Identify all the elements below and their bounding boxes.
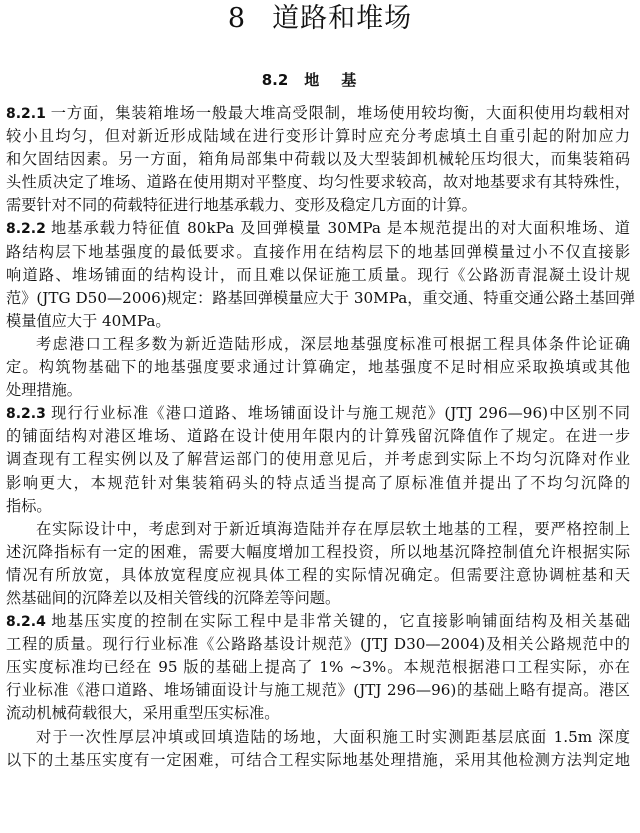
line-text: 的铺面结构对港区堆场、道路在设计使用年限内的计算残留沉降值作了规定。在进一步 (6, 427, 630, 446)
text-line (6, 587, 630, 610)
text-line (6, 656, 630, 679)
line-text: 以下的土基压实度有一定困难，可结合工程实际地基处理措施，采用其他检测方法判定地 (6, 750, 630, 769)
line-text: 响道路、堆场铺面的结构设计，而且难以保证施工质量。现行《公路沥青混凝土设计规 (6, 265, 630, 284)
body-text (6, 102, 636, 772)
line-text: 调查现有工程实例以及了解营运部门的使用意见后，并考虑到实际上不均匀沉降对作业 (6, 450, 630, 469)
line-text: 地基承载力特征值 80kPa 及回弹模量 30MPa 是本规范提出的对大面积堆场、道 (49, 219, 630, 238)
line-text: 情况有所放宽，具体放宽程度应视具体工程的实际情况确定。但需要注意协调桩基和天 (6, 565, 630, 584)
text-line (6, 356, 630, 379)
line-text: 较小且均匀，但对新近形成陆域在进行变形计算时应充分考虑填土自重引起的附加应力 (6, 127, 630, 146)
clause-number: 8.2.1 (6, 106, 46, 122)
line-text: 指标。 (6, 496, 52, 515)
text-line (6, 518, 630, 541)
text-line (6, 241, 630, 264)
line-text: 需要针对不同的荷载特征进行地基承载力、变形及稳定几方面的计算。 (6, 196, 477, 215)
line-text: 和欠固结因素。另一方面，箱角局部集中荷载以及大型装卸机械轮压均很大，而集装箱码 (6, 150, 630, 169)
text-line (6, 402, 630, 425)
section-title: 地基 (304, 71, 379, 89)
text-line (6, 495, 630, 518)
text-line (6, 610, 630, 633)
text-line (6, 448, 630, 471)
text-line (6, 726, 630, 749)
text-line (6, 287, 636, 310)
line-text: 处理措施。 (6, 381, 82, 400)
text-line (6, 102, 630, 125)
text-line (6, 541, 630, 564)
text-line (6, 333, 630, 356)
line-text: 定。构筑物基础下的地基强度要求通过计算确定，地基强度不足时相应采取换填或其他 (6, 358, 630, 377)
text-line (6, 425, 630, 448)
line-text: 在实际设计中，考虑到对于新近填海造陆并存在厚层软土地基的工程，要严格控制上 (36, 519, 630, 538)
chapter-heading (0, 2, 640, 36)
line-text: 模量值应大于 40MPa。 (6, 311, 171, 330)
line-text: 路结构层下地基强度的最低要求。直接作用在结构层下的地基回弹模量过小不仅直接影 (6, 242, 630, 261)
chapter-number: 8 (227, 3, 247, 34)
line-text: 述沉降指标有一定的困难，需要大幅度增加工程投资，所以地基沉降控制值允许根据实际 (6, 542, 630, 561)
clause-number: 8.2.2 (6, 221, 46, 238)
line-text: 一方面，集装箱堆场一般最大堆高受限制，堆场使用较均衡，大面积使用均载相对 (49, 104, 630, 122)
text-line (6, 633, 630, 656)
text-line (6, 264, 630, 287)
text-line (6, 148, 630, 171)
text-line (6, 217, 630, 240)
line-text: 然基础间的沉降差以及相关管线的沉降差等问题。 (6, 588, 341, 607)
text-line (6, 194, 630, 217)
line-text: 行业标准《港口道路、堆场铺面设计与施工规范》(JTJ 296—96)的基础上略有提高。港区 (6, 681, 630, 700)
clause-number: 8.2.4 (6, 614, 46, 631)
text-line (6, 310, 630, 333)
line-text: 考虑港口工程多数为新近造陆形成，深层地基强度标准可根据工程具体条件论证确 (36, 334, 630, 353)
text-line (6, 702, 630, 725)
text-line (6, 125, 630, 148)
line-text: 地基压实度的控制在实际工程中是非常关键的，它直接影响铺面结构及相关基础 (49, 612, 630, 631)
line-text: 头性质决定了堆场、道路在使用期对平整度、均匀性要求较高，故对地基要求有其特殊性， (6, 173, 630, 192)
text-line (6, 472, 630, 495)
text-line (6, 564, 630, 587)
line-text: 工程的质量。现行行业标准《公路路基设计规范》(JTJ D30—2004)及相关公路规范中的 (6, 635, 630, 654)
text-line (6, 679, 630, 702)
line-text: 对于一次性厚层冲填或回填造陆的场地，大面积施工时实测距基层底面 1.5m 深度 (36, 727, 630, 746)
clause-number: 8.2.3 (6, 406, 46, 423)
text-line (6, 171, 630, 194)
line-text: 影响更大，本规范针对集装箱码头的特点适当提高了原标准值并提出了不均匀沉降的 (6, 473, 630, 492)
section-number: 8.2 (261, 71, 289, 89)
text-line (6, 379, 630, 402)
line-text: 现行行业标准《港口道路、堆场铺面设计与施工规范》(JTJ 296—96)中区别不同 (49, 404, 630, 423)
line-text: 范》(JTG D50—2006)规定：路基回弹模量应大于 30MPa，重交通、特重交通公路土基回弹 (6, 288, 636, 307)
chapter-title: 道路和堆场 (272, 3, 413, 34)
section-heading (0, 70, 640, 90)
line-text: 流动机械荷载很大，采用重型压实标准。 (6, 704, 280, 723)
line-text: 压实度标准均已经在 95 版的基础上提高了 1% ~3%。本规范根据港口工程实际，亦在 (6, 658, 630, 677)
text-line (6, 749, 630, 772)
